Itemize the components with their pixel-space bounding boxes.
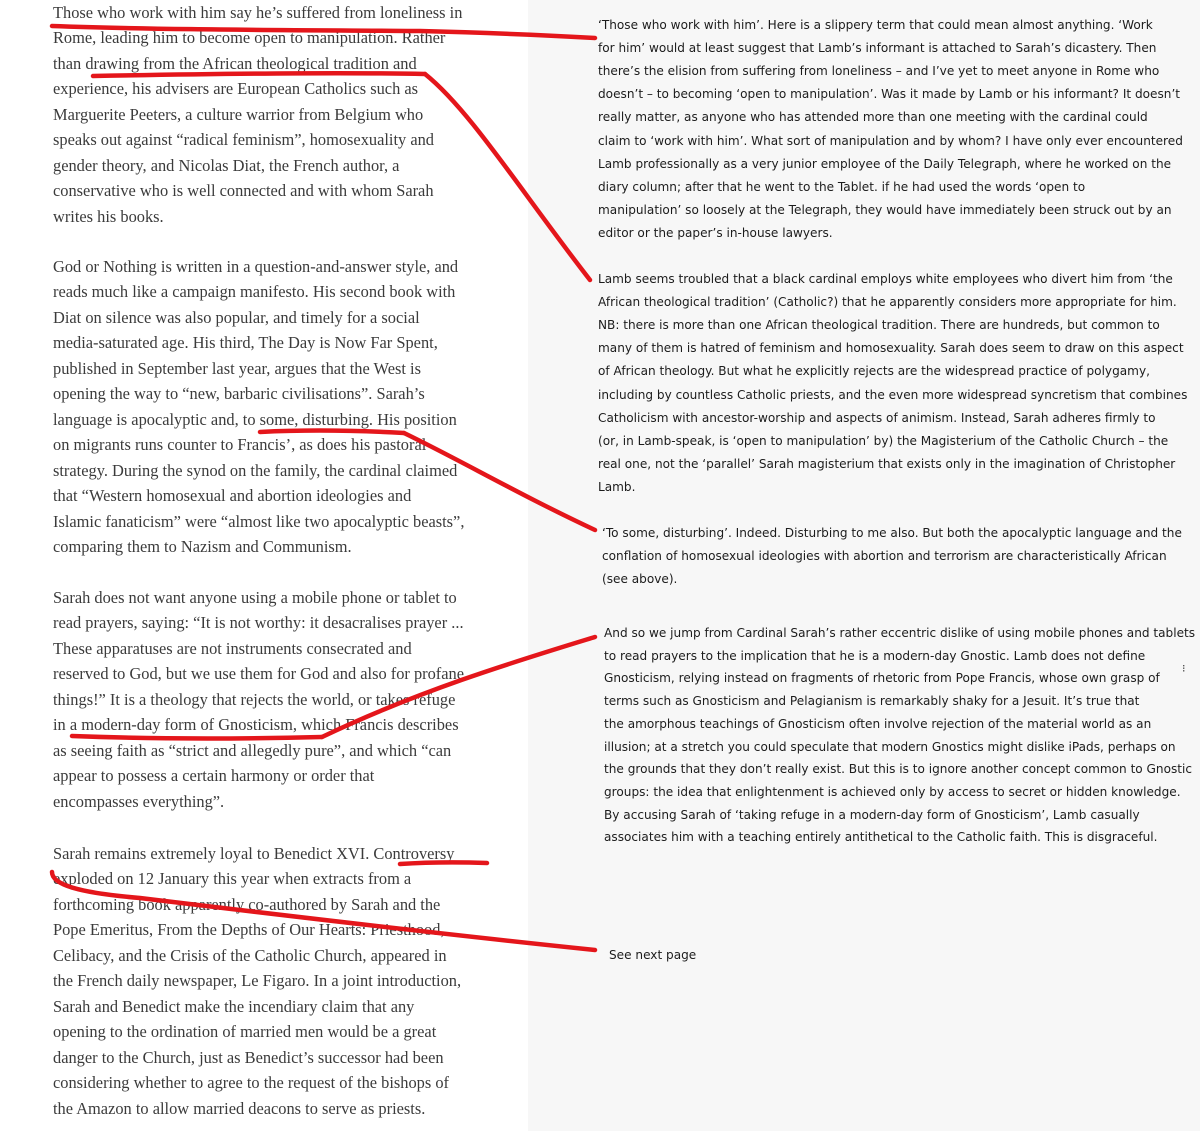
article-line: strategy. During the synod on the family, the cardinal claimed <box>53 460 458 480</box>
article-line: Islamic fanaticism” were “almost like two apocalyptic beasts”, <box>53 511 465 531</box>
commentary-line: including by countless Catholic priests, and the even more widespread syncretism that combines <box>598 387 1188 402</box>
article-line: Sarah remains extremely loyal to Benedict XVI. Controversy <box>53 844 455 863</box>
commentary-line: to read prayers to the implication that he is a modern-day Gnostic. Lamb does not define <box>604 648 1146 663</box>
article-line: the Amazon to allow married deacons to serve as priests. <box>53 1098 426 1118</box>
article-line: reserved to God, but we use them for God and also for profane <box>53 664 465 684</box>
article-line: speaks out against “radical feminism”, homosexuality and <box>53 130 434 150</box>
commentary-line: ‘To some, disturbing’. Indeed. Disturbing to me also. But both the apocalyptic language and the <box>602 526 1182 540</box>
article-line: Marguerite Peeters, a culture warrior from Belgium who <box>53 104 424 124</box>
commentary-line: Lamb professionally as a very junior employee of the Daily Telegraph, where he worked on the <box>598 156 1172 171</box>
article-line: as seeing faith as “strict and allegedly pure”, and which “can <box>53 740 452 760</box>
scroll-indicator-icon[interactable]: ⁝ <box>1182 662 1186 675</box>
article-line: appear to possess a certain harmony or order that <box>53 766 375 786</box>
commentary-line: Gnosticism, relying instead on fragments of rhetoric from Pope Francis, whose own grasp of <box>604 671 1160 686</box>
article-line: opening to the ordination of married men would be a great <box>53 1022 437 1042</box>
commentary-line: illusion; at a stretch you could speculate that modern Gnostics might dislike iPads, perhaps on <box>604 739 1176 754</box>
article-line: Diat on silence was also popular, and timely for a social <box>53 307 420 327</box>
article-line: on migrants runs counter to Francis’, as does his pastoral <box>53 435 427 455</box>
article-line: opening the way to “new, barbaric civilisations”. Sarah’s <box>53 384 425 404</box>
commentary-line: See next page <box>609 948 697 962</box>
article-line: reads much like a campaign manifesto. His second book with <box>53 282 456 302</box>
commentary-line: Lamb. <box>598 479 636 494</box>
commentary-line: ‘Those who work with him’. Here is a slippery term that could mean almost anything. ‘Work <box>598 18 1153 32</box>
article-column <box>0 0 528 1131</box>
commentary-line: By accusing Sarah of ‘taking refuge in a modern-day form of Gnosticism’, Lamb casually <box>604 807 1140 822</box>
commentary-line: diary column; after that he went to the Tablet. if he had used the words ‘open to <box>598 179 1086 194</box>
commentary-line: the amorphous teachings of Gnosticism often involve rejection of the material world as an <box>604 716 1152 731</box>
commentary-line: the grounds that they don’t really exist. But this is to ignore another concept common to Gnostic <box>604 762 1193 777</box>
commentary-line: (or, in Lamb-speak, is ‘open to manipulation’ by) the Magisterium of the Catholic Church – the <box>598 433 1169 448</box>
article-line: than drawing from the African theological tradition and <box>53 53 417 73</box>
article-line: gender theory, and Nicolas Diat, the French author, a <box>53 155 400 175</box>
commentary-line: many of them is hatred of feminism and homosexuality. Sarah does seem to draw on this aspect <box>598 341 1184 356</box>
article-line: that “Western homosexual and abortion ideologies and <box>53 486 412 506</box>
article-line: media-saturated age. His third, The Day is Now Far Spent, <box>53 333 438 353</box>
commentary-line: there’s the elision from suffering from loneliness – and I’ve yet to meet anyone in Rome who <box>598 64 1160 79</box>
commentary-line: conflation of homosexual ideologies with abortion and terrorism are characteristically African <box>602 549 1167 564</box>
commentary-line: (see above). <box>602 572 678 587</box>
article-line: Sarah and Benedict make the incendiary claim that any <box>53 996 415 1016</box>
article-line: the French daily newspaper, Le Figaro. In a joint introduction, <box>53 971 462 991</box>
commentary-line: associates him with a teaching entirely antithetical to the Catholic faith. This is disgraceful. <box>604 830 1158 845</box>
commentary-line: NB: there is more than one African theological tradition. There are hundreds, but common to <box>598 318 1160 333</box>
commentary-line: African theological tradition’ (Catholic?) that he apparently considers more appropriate for him. <box>598 295 1177 310</box>
commentary-line: terms such as Gnosticism and Pelagianism is remarkably shaky for a Jesuit. It’s true that <box>604 694 1140 709</box>
commentary-line: manipulation’ so loosely at the Telegraph, they would have immediately been struck out by an <box>598 202 1172 217</box>
article-line: things!” It is a theology that rejects the world, or takes refuge <box>53 689 456 709</box>
article-line: experience, his advisers are European Catholics such as <box>53 79 419 99</box>
article-line: Rome, leading him to become open to manipulation. Rather <box>53 28 446 48</box>
article-line: published in September last year, argues that the West is <box>53 358 421 378</box>
commentary-line: groups: the idea that enlightenment is achieved only by access to secret or hidden knowledge. <box>604 784 1181 799</box>
article-line: danger to the Church, just as Benedict’s successor had been <box>53 1047 444 1067</box>
article-line: comparing them to Nazism and Communism. <box>53 536 352 556</box>
article-line: writes his books. <box>53 206 164 226</box>
article-line: Celibacy, and the Crisis of the Catholic Church, appeared in <box>53 945 447 965</box>
commentary-line: Catholicism with ancestor-worship and aspects of animism. Instead, Sarah adheres firmly to <box>598 410 1156 425</box>
article-line: exploded on 12 January this year when extracts from a <box>53 869 412 889</box>
commentary-line: of African theology. But what he explicitly rejects are the widespread practice of polygamy, <box>598 364 1150 379</box>
article-line: Pope Emeritus, From the Depths of Our Hearts: Priesthood, <box>53 920 445 940</box>
commentary-line: real one, not the ‘parallel’ Sarah magisterium that exists only in the imagination of Christopher <box>598 456 1176 471</box>
article-line: encompasses everything”. <box>53 791 225 811</box>
commentary-line: Lamb seems troubled that a black cardinal employs white employees who divert him from ‘the <box>598 272 1173 286</box>
article-line: considering whether to agree to the request of the bishops of <box>53 1073 449 1093</box>
article-line: Sarah does not want anyone using a mobile phone or tablet to <box>53 588 457 607</box>
commentary-column <box>528 0 1200 1131</box>
article-line: forthcoming book apparently co-authored by Sarah and the <box>53 894 441 914</box>
commentary-line: for him’ would at least suggest that Lamb’s informant is attached to Sarah’s dicastery. Then <box>598 41 1157 56</box>
article-line: language is apocalyptic and, to some, disturbing. His position <box>53 409 457 429</box>
commentary-line: editor or the paper’s in-house lawyers. <box>598 225 833 240</box>
commentary-line: really matter, as anyone who has attended more than one meeting with the cardinal could <box>598 110 1148 125</box>
article-line: conservative who is well connected and with whom Sarah <box>53 181 434 201</box>
article-line: in a modern-day form of Gnosticism, which Francis describes <box>53 715 459 735</box>
article-line: God or Nothing is written in a question-and-answer style, and <box>53 257 459 276</box>
article-line: These apparatuses are not instruments consecrated and <box>53 638 412 658</box>
article-line: Those who work with him say he’s suffered from loneliness in <box>53 3 463 22</box>
article-line: read prayers, saying: “It is not worthy: it desacralises prayer ... <box>53 613 464 633</box>
commentary-line: And so we jump from Cardinal Sarah’s rather eccentric dislike of using mobile phones and tablets <box>604 626 1196 640</box>
commentary-line: doesn’t – to becoming ‘open to manipulation’. Was it made by Lamb or his informant? It doesn’t <box>598 87 1181 102</box>
commentary-line: claim to ‘work with him’. What sort of manipulation and by whom? I have only ever encountered <box>598 133 1183 148</box>
